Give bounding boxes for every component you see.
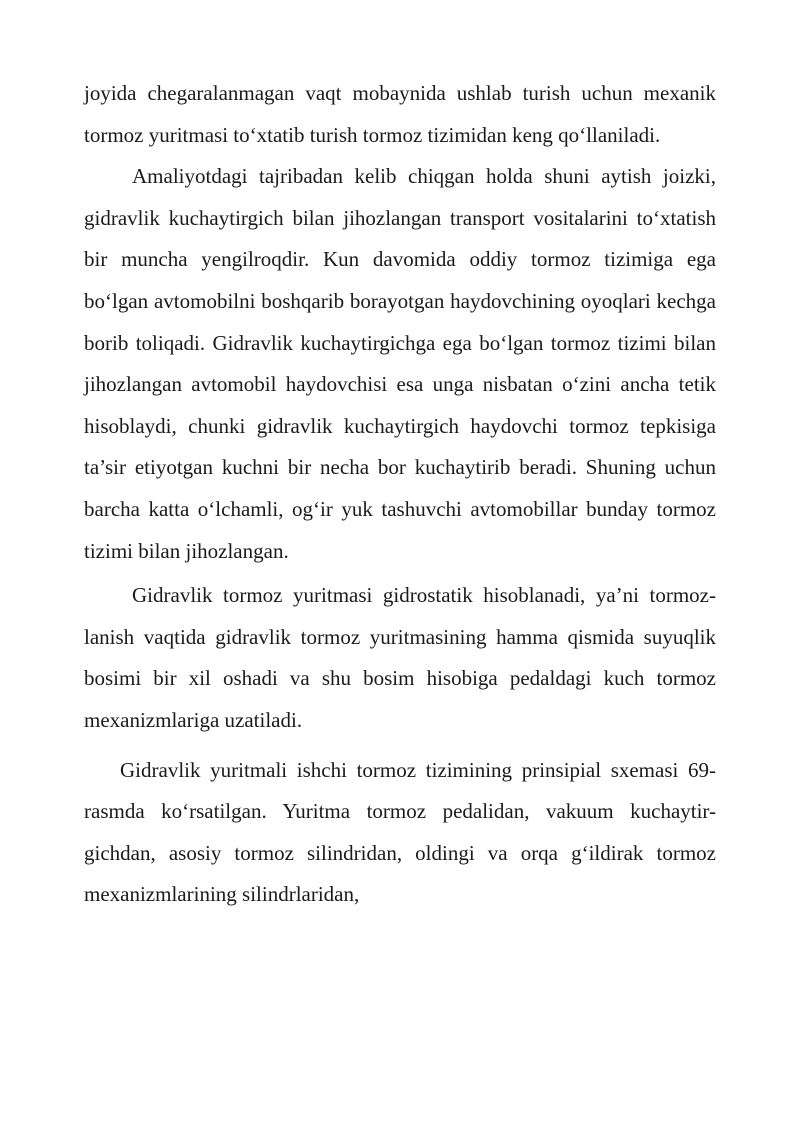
paragraph-schematic-description: Gidravlik yuritmali ishchi tormoz tizimining prinsipial sxemasi 69-rasmda ko‘rsatilgan. Yuritma tormoz pedalidan, vakuum kuchaytir-gichdan, asosiy tormoz silindridan, oldingi va orqa g‘ildirak tormoz mexanizmlarining silindrlaridan, (84, 757, 716, 907)
paragraph-hydrostatic-drive: Gidravlik tormoz yuritmasi gidrostatik hisoblanadi, ya’ni tormoz-lanish vaqtida gidravlik tormoz yuritmasining hamma qismida suyuqlik bosimi bir xil oshadi va shu bosim hisobiga pedaldagi kuch tormoz mexanizmlariga uzatiladi. (84, 583, 716, 732)
paragraph-hydraulic-booster-experience: Amaliyotdagi tajribadan kelib chiqgan holda shuni aytish joizki, gidravlik kuchaytirgich bilan jihozlangan transport vositalarini to‘xtatish bir muncha yengilroqdir. Kun davomida oddiy tormoz tizimiga ega bo‘lgan avtomobilni boshqarib borayotgan haydovchining oyoqlari kechga borib toliqadi. Gidravlik kuchaytirgichga ega bo‘lgan tormoz tizimi bilan jihozlangan avtomobil haydovchisi esa unga nisbatan o‘zini ancha tetik hisoblaydi, chunki gidravlik kuchaytirgich haydovchi tormoz tepkisiga ta’sir etiyotgan kuchni bir necha bor kuchaytirib beradi. Shuning uchun barcha katta o‘lchamli, og‘ir yuk tashuvchi avtomobillar bunday tormoz tizimi bilan jihozlangan. (84, 164, 716, 563)
document-page (84, 73, 716, 916)
paragraph-continuation: joyida chegaralanmagan vaqt mobaynida ushlab turish uchun mexanik tormoz yuritmasi to‘xtatib turish tormoz tizimidan keng qo‘llaniladi. (84, 81, 716, 147)
